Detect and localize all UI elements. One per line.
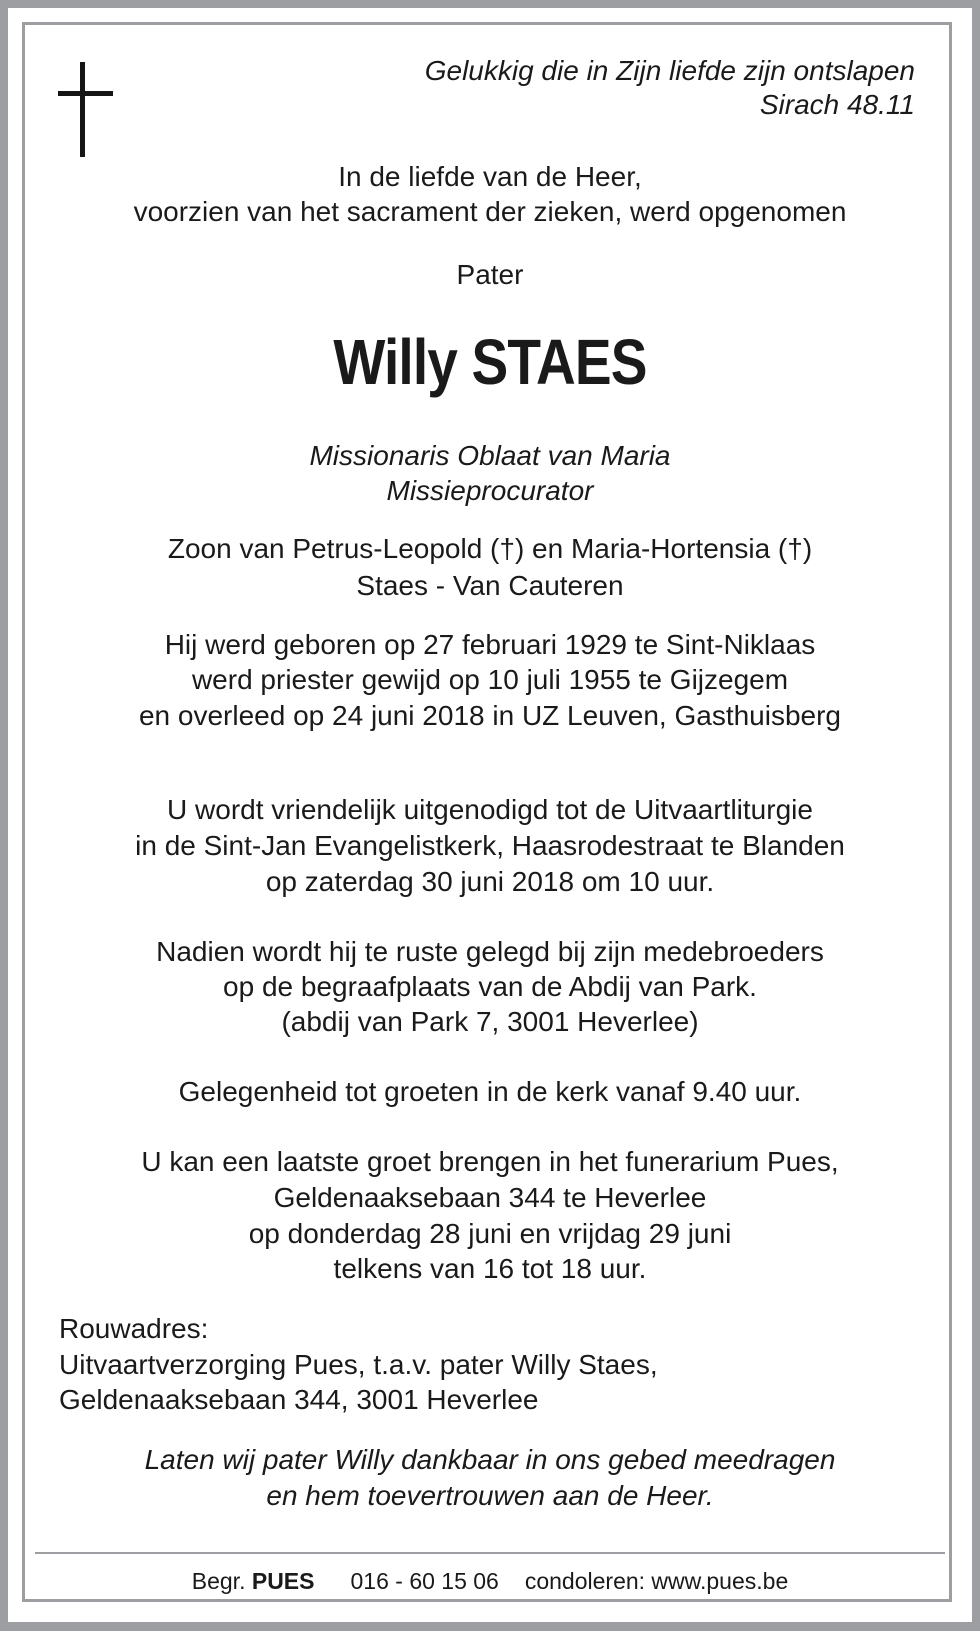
footer-company: PUES bbox=[251, 1568, 315, 1594]
intro-line: In de liefde van de Heer, bbox=[338, 161, 642, 192]
footer-phone: 016 - 60 15 06 bbox=[350, 1568, 499, 1594]
address-line: Uitvaartverzorging Pues, t.a.v. pater Willy Staes, bbox=[59, 1349, 658, 1380]
life-line: en overleed op 24 juni 2018 in UZ Leuven, Gasthuisberg bbox=[138, 700, 842, 731]
funeral-line: in de Sint-Jan Evangelistkerk, Haasrodestraat te Blanden bbox=[135, 830, 845, 861]
parents-line: Staes - Van Cauteren bbox=[356, 570, 624, 601]
visit-line: U kan een laatste groet brengen in het funerarium Pues, bbox=[141, 1146, 839, 1177]
address-label: Rouwadres: bbox=[59, 1313, 209, 1344]
closing-line: en hem toevertrouwen aan de Heer. bbox=[266, 1480, 714, 1511]
funeral-line: U wordt vriendelijk uitgenodigd tot de Uitvaartliturgie bbox=[167, 794, 813, 825]
parents-line: Zoon van Petrus-Leopold (†) en Maria-Hortensia (†) bbox=[167, 533, 813, 564]
role-line: Missionaris Oblaat van Maria bbox=[309, 440, 671, 471]
role-line: Missieprocurator bbox=[386, 475, 594, 506]
visit-line: telkens van 16 tot 18 uur. bbox=[333, 1253, 647, 1284]
footer-divider bbox=[35, 1552, 945, 1554]
address-line: Geldenaaksebaan 344, 3001 Heverlee bbox=[59, 1384, 539, 1415]
motto-source: Sirach 48.11 bbox=[759, 89, 915, 120]
intro-line: voorzien van het sacrament der zieken, werd opgenomen bbox=[133, 196, 847, 227]
life-line: Hij werd geboren op 27 februari 1929 te Sint-Niklaas bbox=[164, 629, 816, 660]
burial-line: (abdij van Park 7, 3001 Heverlee) bbox=[281, 1006, 699, 1037]
footer bbox=[0, 1566, 980, 1596]
title: Pater bbox=[456, 259, 524, 290]
life-line: werd priester gewijd op 10 juli 1955 te Gijzegem bbox=[191, 664, 789, 695]
footer-condolences: condoleren: www.pues.be bbox=[524, 1568, 789, 1594]
deceased-name: Willy STAES bbox=[333, 326, 647, 398]
motto-quote: Gelukkig die in Zijn liefde zijn ontslapen bbox=[424, 55, 915, 86]
burial-line: op de begraafplaats van de Abdij van Park. bbox=[223, 971, 757, 1002]
burial-line: Nadien wordt hij te ruste gelegd bij zijn medebroeders bbox=[156, 936, 824, 967]
greeting-line: Gelegenheid tot groeten in de kerk vanaf 9.40 uur. bbox=[178, 1076, 802, 1107]
visit-line: op donderdag 28 juni en vrijdag 29 juni bbox=[248, 1218, 732, 1249]
closing-line: Laten wij pater Willy dankbaar in ons gebed meedragen bbox=[144, 1444, 836, 1475]
footer-prefix: Begr. bbox=[191, 1568, 246, 1594]
funeral-line: op zaterdag 30 juni 2018 om 10 uur. bbox=[265, 866, 715, 897]
visit-line: Geldenaaksebaan 344 te Heverlee bbox=[273, 1182, 707, 1213]
